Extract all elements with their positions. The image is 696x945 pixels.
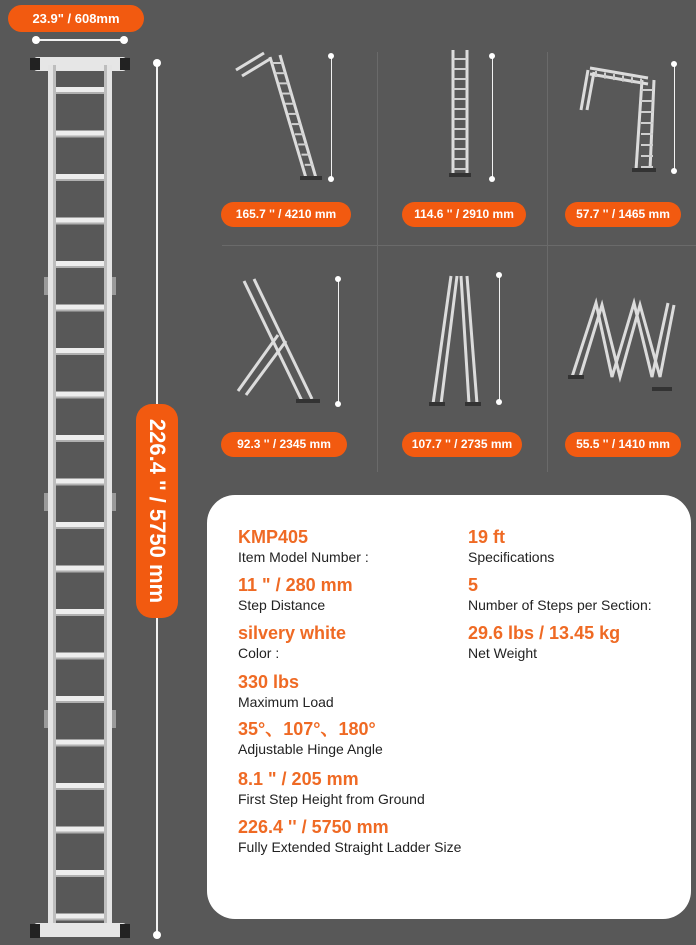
spec-label: First Step Height from Ground	[238, 791, 425, 807]
spec-net-weight	[468, 622, 620, 662]
config-1-dot-bottom	[328, 176, 334, 182]
grid-divider-vertical-1	[377, 52, 378, 472]
grid-divider-vertical-2	[547, 52, 548, 472]
config-2-dimension-line	[492, 57, 493, 179]
straight-ladder-icon	[445, 45, 475, 180]
spec-label: Number of Steps per Section:	[468, 597, 652, 613]
config-5-dimension-line	[499, 276, 500, 402]
config-3-label: 57.7 '' / 1465 mm	[565, 202, 681, 227]
spec-first-step-height	[238, 768, 425, 808]
scaffold-icon	[578, 60, 663, 178]
spec-step-distance	[238, 574, 353, 614]
config-5-label: 107.7 '' / 2735 mm	[402, 432, 522, 457]
extension-ladder-icon	[228, 45, 348, 185]
width-dimension-badge: 23.9" / 608mm	[8, 5, 144, 32]
spec-value: 11 " / 280 mm	[238, 575, 353, 595]
extended-ladder-illustration	[30, 55, 130, 945]
spec-specifications	[468, 526, 554, 566]
grid-divider-horizontal	[222, 245, 696, 246]
width-dimension-dot-left	[32, 36, 40, 44]
spec-label: Item Model Number :	[238, 549, 369, 565]
spec-label: Adjustable Hinge Angle	[238, 741, 383, 757]
height-dimension-badge: 226.4 '' / 5750 mm	[136, 404, 178, 618]
config-4-label: 92.3 '' / 2345 mm	[221, 432, 347, 457]
spec-value: 5	[468, 575, 479, 595]
spec-hinge-angle	[238, 718, 383, 758]
spec-value: 8.1 " / 205 mm	[238, 769, 359, 789]
spec-value: 330 lbs	[238, 672, 300, 692]
config-4-dot-bottom	[335, 401, 341, 407]
height-dimension-dot-bottom	[153, 931, 161, 939]
spec-label: Fully Extended Straight Ladder Size	[238, 839, 462, 855]
config-5-dot-bottom	[496, 399, 502, 405]
config-5-dot-top	[496, 272, 502, 278]
spec-label: Specifications	[468, 549, 555, 565]
config-2-dot-top	[489, 53, 495, 59]
spec-steps-per-section	[468, 574, 652, 614]
spec-value: 35°、107°、180°	[238, 719, 376, 739]
spec-value: KMP405	[238, 527, 309, 547]
a-frame-icon	[425, 272, 485, 410]
config-1-dimension-line	[331, 57, 332, 179]
spec-model-number	[238, 526, 369, 566]
spec-value: silvery white	[238, 623, 347, 643]
config-6-label: 55.5 '' / 1410 mm	[565, 432, 681, 457]
wall-ladder-icon	[232, 275, 327, 410]
spec-value: 226.4 '' / 5750 mm	[238, 817, 389, 837]
height-dimension-dot-top	[153, 59, 161, 67]
config-3-dot-top	[671, 61, 677, 67]
spec-label: Net Weight	[468, 645, 537, 661]
spec-maximum-load	[238, 671, 334, 711]
width-dimension-dot-right	[120, 36, 128, 44]
staircase-ladder-icon	[568, 295, 678, 400]
config-3-dot-bottom	[671, 168, 677, 174]
spec-extended-size	[238, 816, 461, 856]
config-4-dot-top	[335, 276, 341, 282]
spec-color	[238, 622, 346, 662]
config-1-dot-top	[328, 53, 334, 59]
width-dimension-line	[36, 39, 124, 41]
config-4-dimension-line	[338, 280, 339, 404]
spec-label: Color :	[238, 645, 280, 661]
config-3-dimension-line	[674, 65, 675, 171]
spec-label: Maximum Load	[238, 694, 334, 710]
config-2-label: 114.6 '' / 2910 mm	[402, 202, 526, 227]
config-1-label: 165.7 '' / 4210 mm	[221, 202, 351, 227]
spec-value: 19 ft	[468, 527, 506, 547]
spec-value: 29.6 lbs / 13.45 kg	[468, 623, 621, 643]
spec-label: Step Distance	[238, 597, 326, 613]
config-2-dot-bottom	[489, 176, 495, 182]
